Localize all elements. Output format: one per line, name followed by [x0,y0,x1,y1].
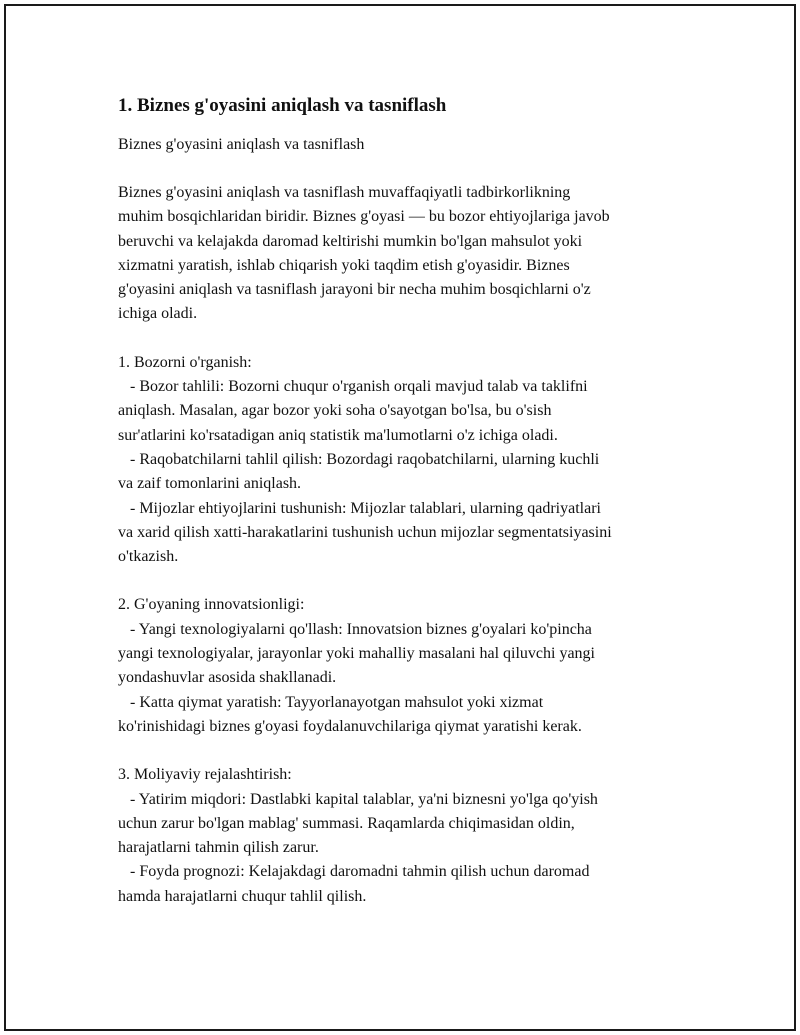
section-title: 1. Bozorni o'rganish: [118,353,252,371]
text-line: va zaif tomonlarini aniqlash. [118,475,302,493]
text-line: - Yatirim miqdori: Dastlabki kapital talablar, ya'ni biznesni yo'lga qo'yish [118,790,598,808]
section-title: 2. G'oyaning innovatsionligi: [118,596,305,614]
text-line: xizmatni yaratish, ishlab chiqarish yoki taqdim etish g'oyasidir. Biznes [118,256,570,274]
text-line: - Foyda prognozi: Kelajakdagi daromadni tahmin qilish uchun daromad [118,863,590,881]
text-line: beruvchi va kelajakda daromad keltirishi mumkin bo'lgan mahsulot yoki [118,232,583,250]
text-line: yangi texnologiyalar, jarayonlar yoki mahalliy masalani hal qiluvchi yangi [118,645,595,663]
text-line: - Yangi texnologiyalarni qo'llash: Innovatsion biznes g'oyalari ko'pincha [118,620,592,638]
text-line: - Raqobatchilarni tahlil qilish: Bozordagi raqobatchilarni, ularning kuchli [118,450,600,468]
text-line: o'tkazish. [118,548,179,566]
text-line: muhim bosqichlaridan biridir. Biznes g'oyasi — bu bozor ehtiyojlariga javob [118,208,610,226]
text-line: aniqlash. Masalan, agar bozor yoki soha o'sayotgan bo'lsa, bu o'sish [118,402,552,420]
document-heading: 1. Biznes g'oyasini aniqlash va tasniflash [118,95,447,116]
text-line: - Katta qiymat yaratish: Tayyorlanayotgan mahsulot yoki xizmat [118,693,544,711]
section-market-research [118,351,698,570]
text-line: sur'atlarini ko'rsatadigan aniq statistik ma'lumotlarni o'z ichiga oladi. [118,426,558,444]
text-line: Biznes g'oyasini aniqlash va tasniflash muvaffaqiyatli tadbirkorlikning [118,184,571,201]
text-line: ko'rinishidagi biznes g'oyasi foydalanuvchilariga qiymat yaratishi kerak. [118,717,582,735]
section-innovation [118,593,698,739]
text-line: hamda harajatlarni chuqur tahlil qilish. [118,887,367,905]
document-subtitle: Biznes g'oyasini aniqlash va tasniflash [118,136,365,153]
text-line: harajatlarni tahmin qilish zarur. [118,839,319,857]
text-line: ichiga oladi. [118,305,198,323]
intro-paragraph [118,181,698,327]
text-line: uchun zarur bo'lgan mablag' summasi. Raqamlarda chiqimasidan oldin, [118,814,575,832]
section-title: 3. Moliyaviy rejalashtirish: [118,766,292,784]
text-line: yondashuvlar asosida shakllanadi. [118,669,337,687]
text-line: - Mijozlar ehtiyojlarini tushunish: Mijozlar talablari, ularning qadriyatlari [118,499,601,517]
section-financial-planning [118,763,698,909]
text-line: va xarid qilish xatti-harakatlarini tushunish uchun mijozlar segmentatsiyasini [118,523,612,541]
text-line: - Bozor tahlili: Bozorni chuqur o'rganish orqali mavjud talab va taklifni [118,378,588,396]
document-body [118,93,698,909]
text-line: g'oyasini aniqlash va tasniflash jarayoni bir necha muhim bosqichlarni o'z [118,281,591,299]
